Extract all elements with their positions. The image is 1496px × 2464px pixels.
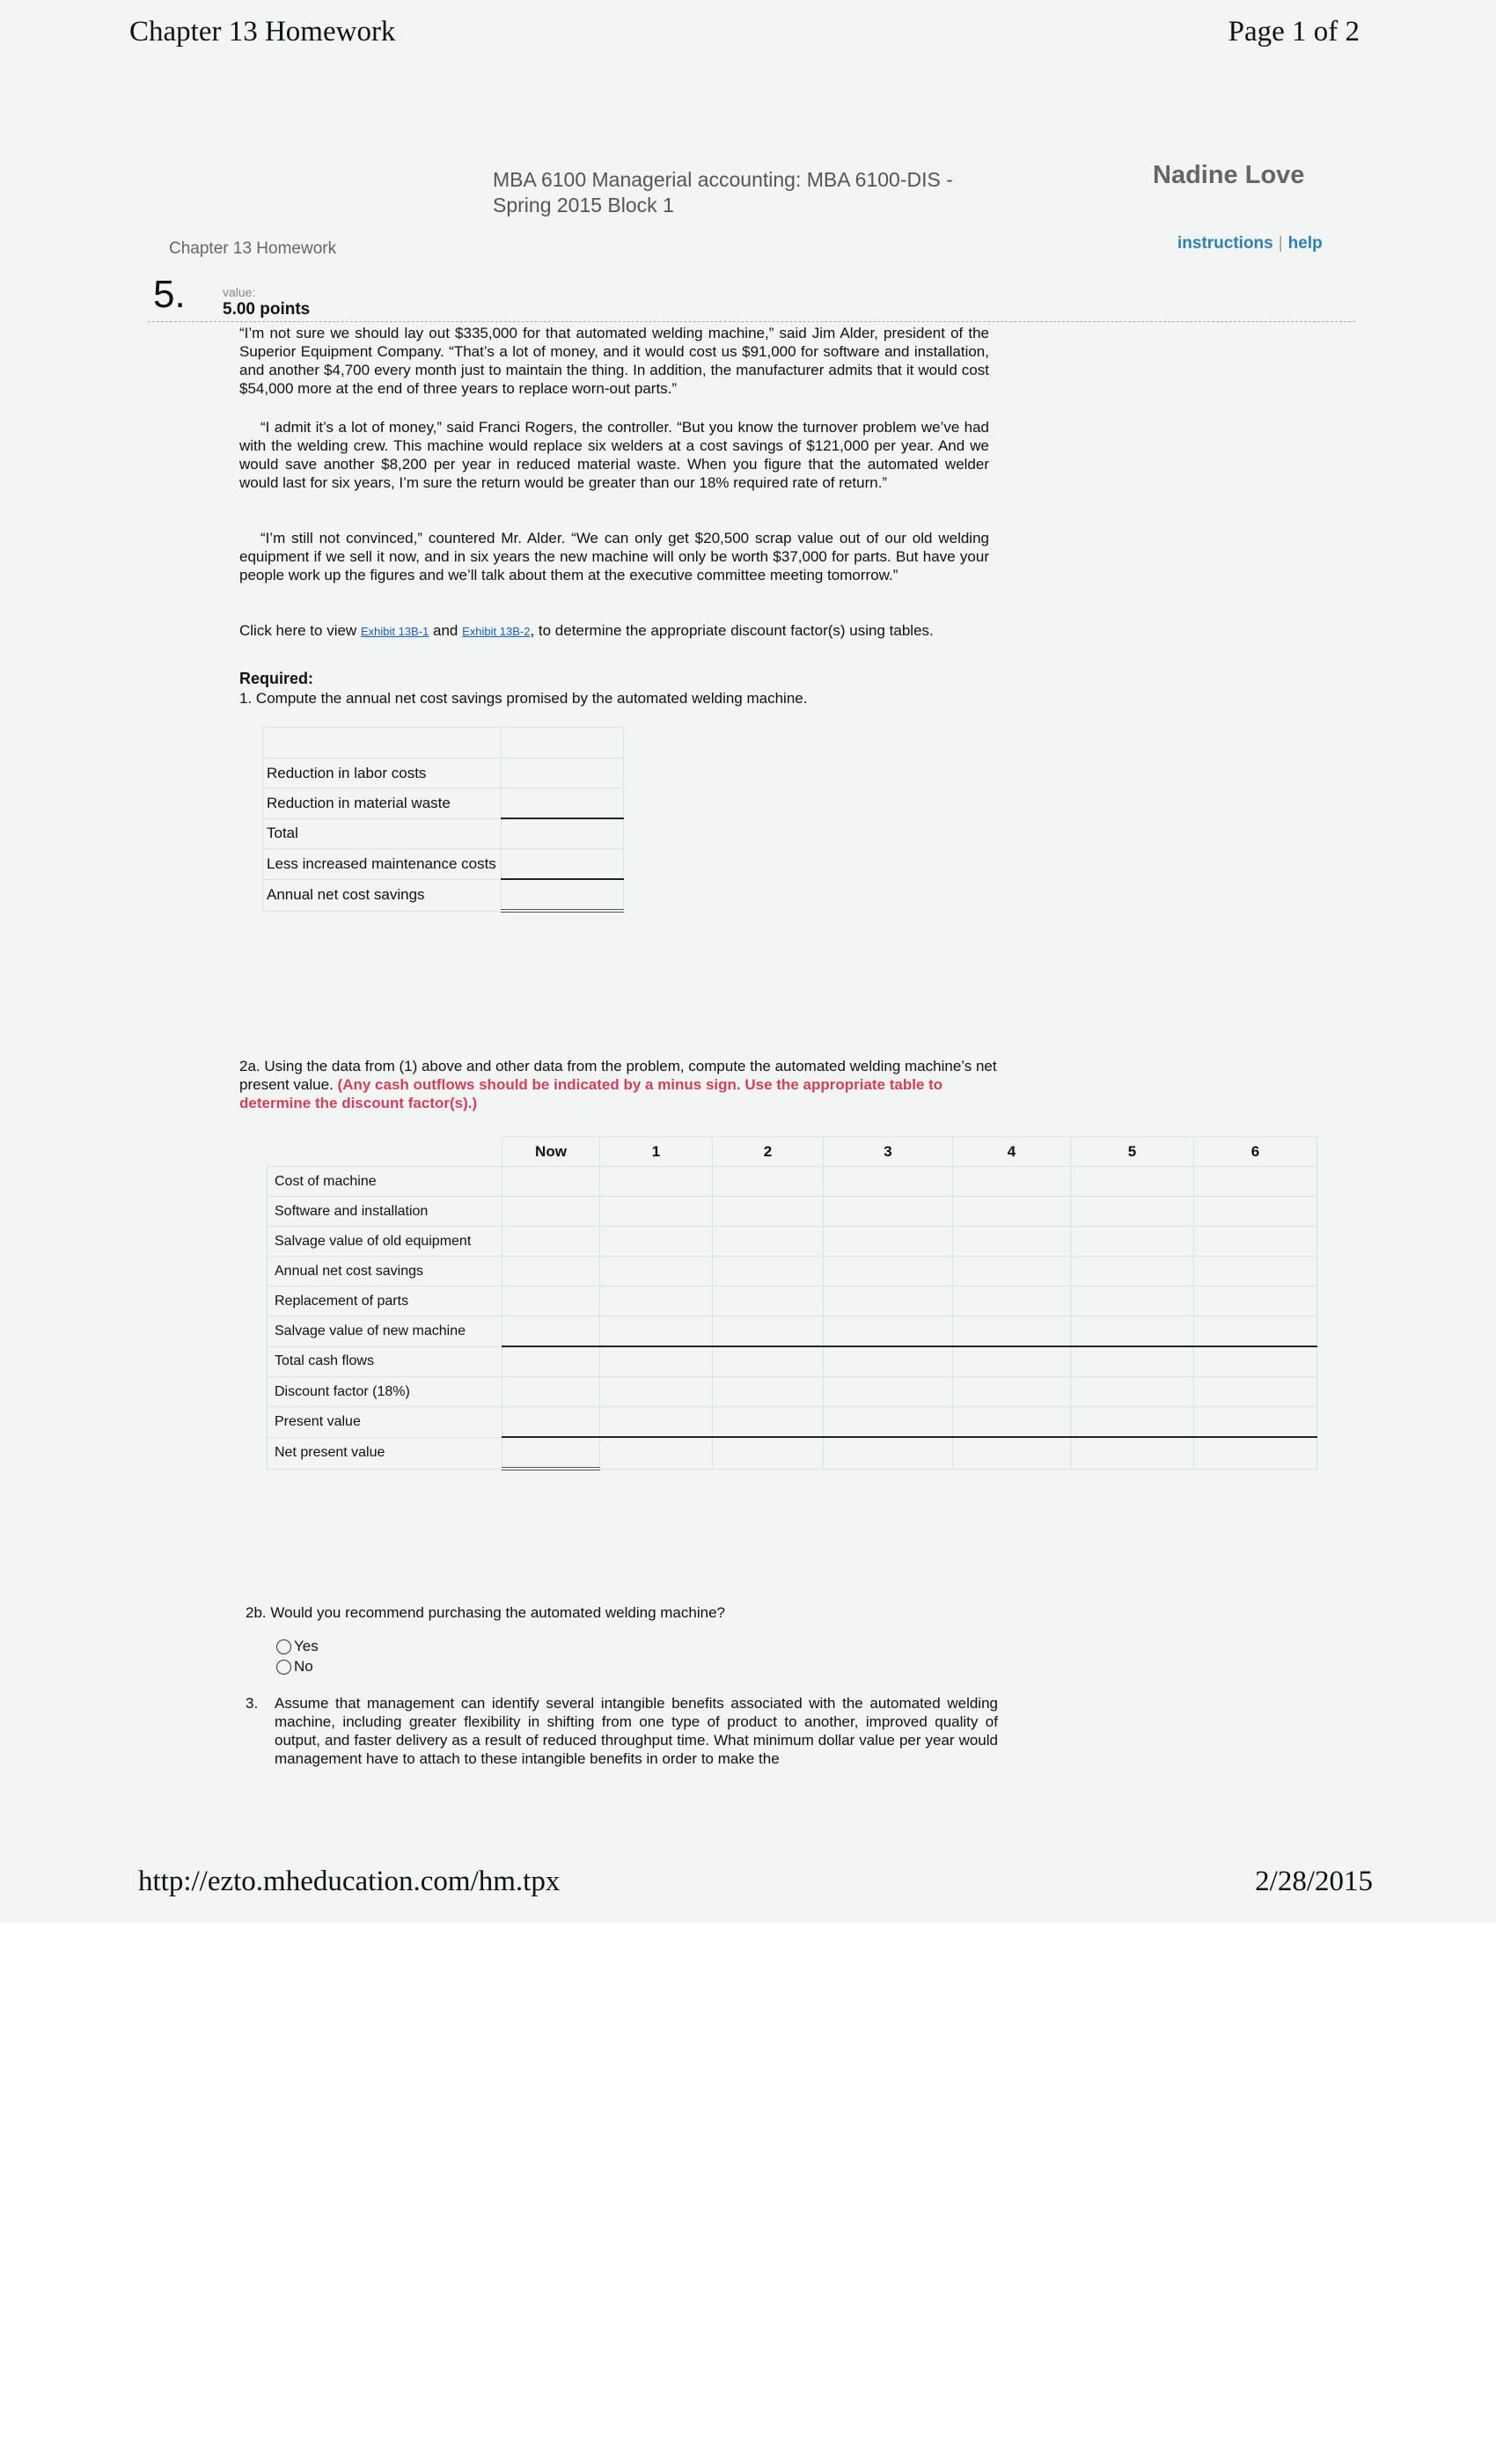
input-cell[interactable] <box>1071 1316 1194 1347</box>
input-cell[interactable] <box>824 1377 953 1407</box>
exhibit-and: and <box>433 622 458 639</box>
table-row <box>268 1437 1317 1469</box>
row-label: Reduction in labor costs <box>263 759 502 788</box>
table-header-cell <box>263 728 502 759</box>
exhibit-13b-1-link[interactable]: Exhibit 13B-1 <box>360 625 429 638</box>
npv-table <box>267 1136 1317 1470</box>
row-label: Reduction in material waste <box>263 788 502 819</box>
exhibit-13b-2-link[interactable]: Exhibit 13B-2 <box>462 625 531 638</box>
table-header-cell <box>268 1137 502 1167</box>
input-cell[interactable] <box>1194 1377 1317 1407</box>
problem-paragraph-3: “I’m still not convinced,” countered Mr. Alder. “We can only get $20,500 scrap value out of our old welding equipment if we sell it now, and in six years the new machine will only be worth $37,000 for parts. But have your people work up the figures and we’ll talk about them at the executive committee meeting tomorrow.” <box>239 530 989 583</box>
table-row <box>268 1287 1317 1316</box>
option-no-label: No <box>294 1658 313 1675</box>
requirement-2a <box>239 1057 998 1112</box>
table-row <box>268 1407 1317 1438</box>
table-row <box>268 1257 1317 1287</box>
input-cell[interactable] <box>502 1346 600 1377</box>
input-cell[interactable] <box>502 1197 600 1227</box>
input-cell[interactable] <box>1194 1287 1317 1316</box>
exhibit-prefix: Click here to view <box>239 622 357 639</box>
table-row <box>268 1346 1317 1377</box>
requirement-1-number: 1. <box>239 690 253 707</box>
yes-radio[interactable] <box>276 1639 291 1654</box>
input-cell[interactable] <box>824 1227 953 1257</box>
input-cell[interactable] <box>713 1257 824 1287</box>
row-label: Salvage value of new machine <box>268 1316 502 1347</box>
row-label: Replacement of parts <box>268 1287 502 1316</box>
column-header: 2 <box>713 1137 824 1167</box>
column-header: 6 <box>1194 1137 1317 1167</box>
table-row <box>263 849 624 880</box>
input-cell[interactable] <box>600 1316 713 1347</box>
row-label: Annual net cost savings <box>263 879 502 911</box>
question-points: 5.00 points <box>223 300 311 319</box>
table-row <box>268 1316 1317 1347</box>
input-cell[interactable] <box>1071 1227 1194 1257</box>
input-cell[interactable] <box>1194 1257 1317 1287</box>
input-cell[interactable] <box>502 1287 600 1316</box>
exhibit-suffix: , to determine the appropriate discount factor(s) using tables. <box>530 622 934 639</box>
table-header-cell <box>502 728 624 759</box>
row-label: Annual net cost savings <box>268 1257 502 1287</box>
input-cell[interactable] <box>953 1227 1071 1257</box>
labor-savings-input[interactable] <box>502 759 624 788</box>
empty-cell <box>600 1437 713 1469</box>
input-cell[interactable] <box>713 1227 824 1257</box>
option-no[interactable] <box>276 1657 313 1676</box>
input-cell[interactable] <box>713 1197 824 1227</box>
input-cell[interactable] <box>713 1407 824 1438</box>
annual-savings-table <box>262 727 624 913</box>
input-cell[interactable] <box>600 1197 713 1227</box>
input-cell[interactable] <box>600 1227 713 1257</box>
requirement-2b <box>246 1603 725 1622</box>
print-header-title: Chapter 13 Homework <box>129 16 396 48</box>
input-cell[interactable] <box>953 1257 1071 1287</box>
input-cell[interactable] <box>600 1287 713 1316</box>
row-label: Salvage value of old equipment <box>268 1227 502 1257</box>
npv-header-row <box>268 1137 1317 1167</box>
net-present-value-input[interactable] <box>502 1437 600 1469</box>
input-cell[interactable] <box>1071 1167 1194 1197</box>
table-row <box>263 788 624 819</box>
column-header: Now <box>502 1137 600 1167</box>
breadcrumb: Chapter 13 Homework <box>169 239 337 258</box>
empty-cell <box>824 1437 953 1469</box>
page-indicator: Page 1 of 2 <box>1228 16 1360 48</box>
input-cell[interactable] <box>600 1167 713 1197</box>
input-cell[interactable] <box>953 1197 1071 1227</box>
option-yes[interactable] <box>276 1637 319 1655</box>
input-cell[interactable] <box>713 1316 824 1347</box>
row-label: Total cash flows <box>268 1346 502 1377</box>
input-cell[interactable] <box>953 1316 1071 1347</box>
requirement-2a-note: (Any cash outflows should be indicated by a minus sign. Use the appropriate table to determine the discount factor(s).) <box>239 1076 943 1111</box>
input-cell[interactable] <box>1071 1377 1194 1407</box>
instructions-link[interactable]: instructions <box>1177 234 1273 253</box>
column-header: 3 <box>824 1137 953 1167</box>
input-cell[interactable] <box>502 1316 600 1347</box>
input-cell[interactable] <box>953 1287 1071 1316</box>
no-radio[interactable] <box>276 1660 291 1675</box>
input-cell[interactable] <box>600 1257 713 1287</box>
input-cell[interactable] <box>1071 1346 1194 1377</box>
table-row <box>263 879 624 911</box>
row-label: Total <box>263 818 502 849</box>
input-cell[interactable] <box>1194 1197 1317 1227</box>
input-cell[interactable] <box>1194 1227 1317 1257</box>
footer-date: 2/28/2015 <box>1255 1866 1373 1897</box>
material-waste-input[interactable] <box>502 788 624 819</box>
input-cell[interactable] <box>824 1346 953 1377</box>
row-label: Present value <box>268 1407 502 1438</box>
question-divider <box>148 321 1355 322</box>
requirement-2b-text: Would you recommend purchasing the automated welding machine? <box>270 1604 725 1621</box>
input-cell[interactable] <box>953 1167 1071 1197</box>
input-cell[interactable] <box>600 1377 713 1407</box>
option-yes-label: Yes <box>294 1638 319 1654</box>
course-title: MBA 6100 Managerial accounting: MBA 6100-DIS - Spring 2015 Block 1 <box>493 168 953 216</box>
input-cell[interactable] <box>953 1407 1071 1438</box>
input-cell[interactable] <box>824 1287 953 1316</box>
link-separator: | <box>1278 234 1283 253</box>
maintenance-input[interactable] <box>502 849 624 880</box>
input-cell[interactable] <box>502 1167 600 1197</box>
requirement-1-text: Compute the annual net cost savings promised by the automated welding machine. <box>255 690 808 707</box>
user-name: Nadine Love <box>1153 161 1305 189</box>
input-cell[interactable] <box>502 1227 600 1257</box>
requirement-2b-number: 2b. <box>246 1604 267 1621</box>
table-row <box>263 818 624 849</box>
empty-cell <box>1194 1437 1317 1469</box>
row-label: Discount factor (18%) <box>268 1377 502 1407</box>
input-cell[interactable] <box>1194 1346 1317 1377</box>
input-cell[interactable] <box>1071 1197 1194 1227</box>
input-cell[interactable] <box>713 1346 824 1377</box>
input-cell[interactable] <box>1071 1257 1194 1287</box>
requirement-3-number: 3. <box>246 1695 259 1712</box>
column-header: 4 <box>953 1137 1071 1167</box>
question-number: 5. <box>153 273 186 316</box>
table-row <box>268 1197 1317 1227</box>
requirement-3-text: Assume that management can identify several intangible benefits associated with the automated welding machine, including greater flexibility in shifting from one type of product to another, improved quality of output, and faster delivery as a result of reduced throughput time. What minimum dollar value per year would management have to attach to these intangible benefits in order to make the <box>275 1695 998 1767</box>
help-link[interactable]: help <box>1287 234 1323 253</box>
input-cell[interactable] <box>824 1257 953 1287</box>
requirement-2a-text: Using the data from (1) above and other data from the problem, compute the automated welding machine’s net present value. <box>239 1058 997 1093</box>
empty-cell <box>1071 1437 1194 1469</box>
row-label: Software and installation <box>268 1197 502 1227</box>
problem-paragraph-1: “I’m not sure we should lay out $335,000 for that automated welding machine,” said Jim Alder, president of the Superior Equipment Company. “That’s a lot of money, and it would cost us $91,000 for software and installation, and another $4,700 every month just to maintain the thing. In addition, the manufacturer admits that it would cost $54,000 more at the end of three years to replace worn-out parts.” <box>239 325 989 397</box>
table-row <box>268 1377 1317 1407</box>
input-cell[interactable] <box>953 1377 1071 1407</box>
net-savings-input[interactable] <box>502 879 624 911</box>
input-cell[interactable] <box>600 1407 713 1438</box>
column-header: 1 <box>600 1137 713 1167</box>
input-cell[interactable] <box>1194 1167 1317 1197</box>
input-cell[interactable] <box>1071 1407 1194 1438</box>
header-links <box>1177 234 1323 253</box>
exhibit-instructions <box>239 621 989 641</box>
input-cell[interactable] <box>953 1346 1071 1377</box>
requirement-2a-number: 2a. <box>239 1058 260 1074</box>
input-cell[interactable] <box>824 1197 953 1227</box>
input-cell[interactable] <box>1194 1407 1317 1438</box>
empty-cell <box>953 1437 1071 1469</box>
input-cell[interactable] <box>824 1407 953 1438</box>
input-cell[interactable] <box>713 1287 824 1316</box>
footer-url: http://ezto.mheducation.com/hm.tpx <box>138 1866 561 1897</box>
requirement-1 <box>239 689 807 708</box>
row-label: Cost of machine <box>268 1167 502 1197</box>
row-label: Net present value <box>268 1437 502 1469</box>
required-label: Required: <box>239 670 314 687</box>
input-cell[interactable] <box>502 1257 600 1287</box>
table-row <box>263 759 624 788</box>
input-cell[interactable] <box>502 1377 600 1407</box>
input-cell[interactable] <box>713 1377 824 1407</box>
input-cell[interactable] <box>502 1407 600 1438</box>
input-cell[interactable] <box>1194 1316 1317 1347</box>
input-cell[interactable] <box>824 1167 953 1197</box>
total-input[interactable] <box>502 818 624 849</box>
input-cell[interactable] <box>600 1346 713 1377</box>
value-label: value: <box>223 285 256 299</box>
column-header: 5 <box>1071 1137 1194 1167</box>
row-label: Less increased maintenance costs <box>263 849 502 880</box>
input-cell[interactable] <box>713 1167 824 1197</box>
table-row <box>268 1227 1317 1257</box>
input-cell[interactable] <box>1071 1287 1194 1316</box>
input-cell[interactable] <box>824 1316 953 1347</box>
table-row <box>268 1167 1317 1197</box>
empty-cell <box>713 1437 824 1469</box>
problem-paragraph-2: “I admit it’s a lot of money,” said Franci Rogers, the controller. “But you know the turnover problem we’ve had with the welding crew. This machine would replace six welders at a cost savings of $121,000 per year. And we would save another $8,200 per year in reduced material waste. When you figure that the automated welder would last for six years, I’m sure the return would be greater than our 18% required rate of return.” <box>239 419 989 491</box>
